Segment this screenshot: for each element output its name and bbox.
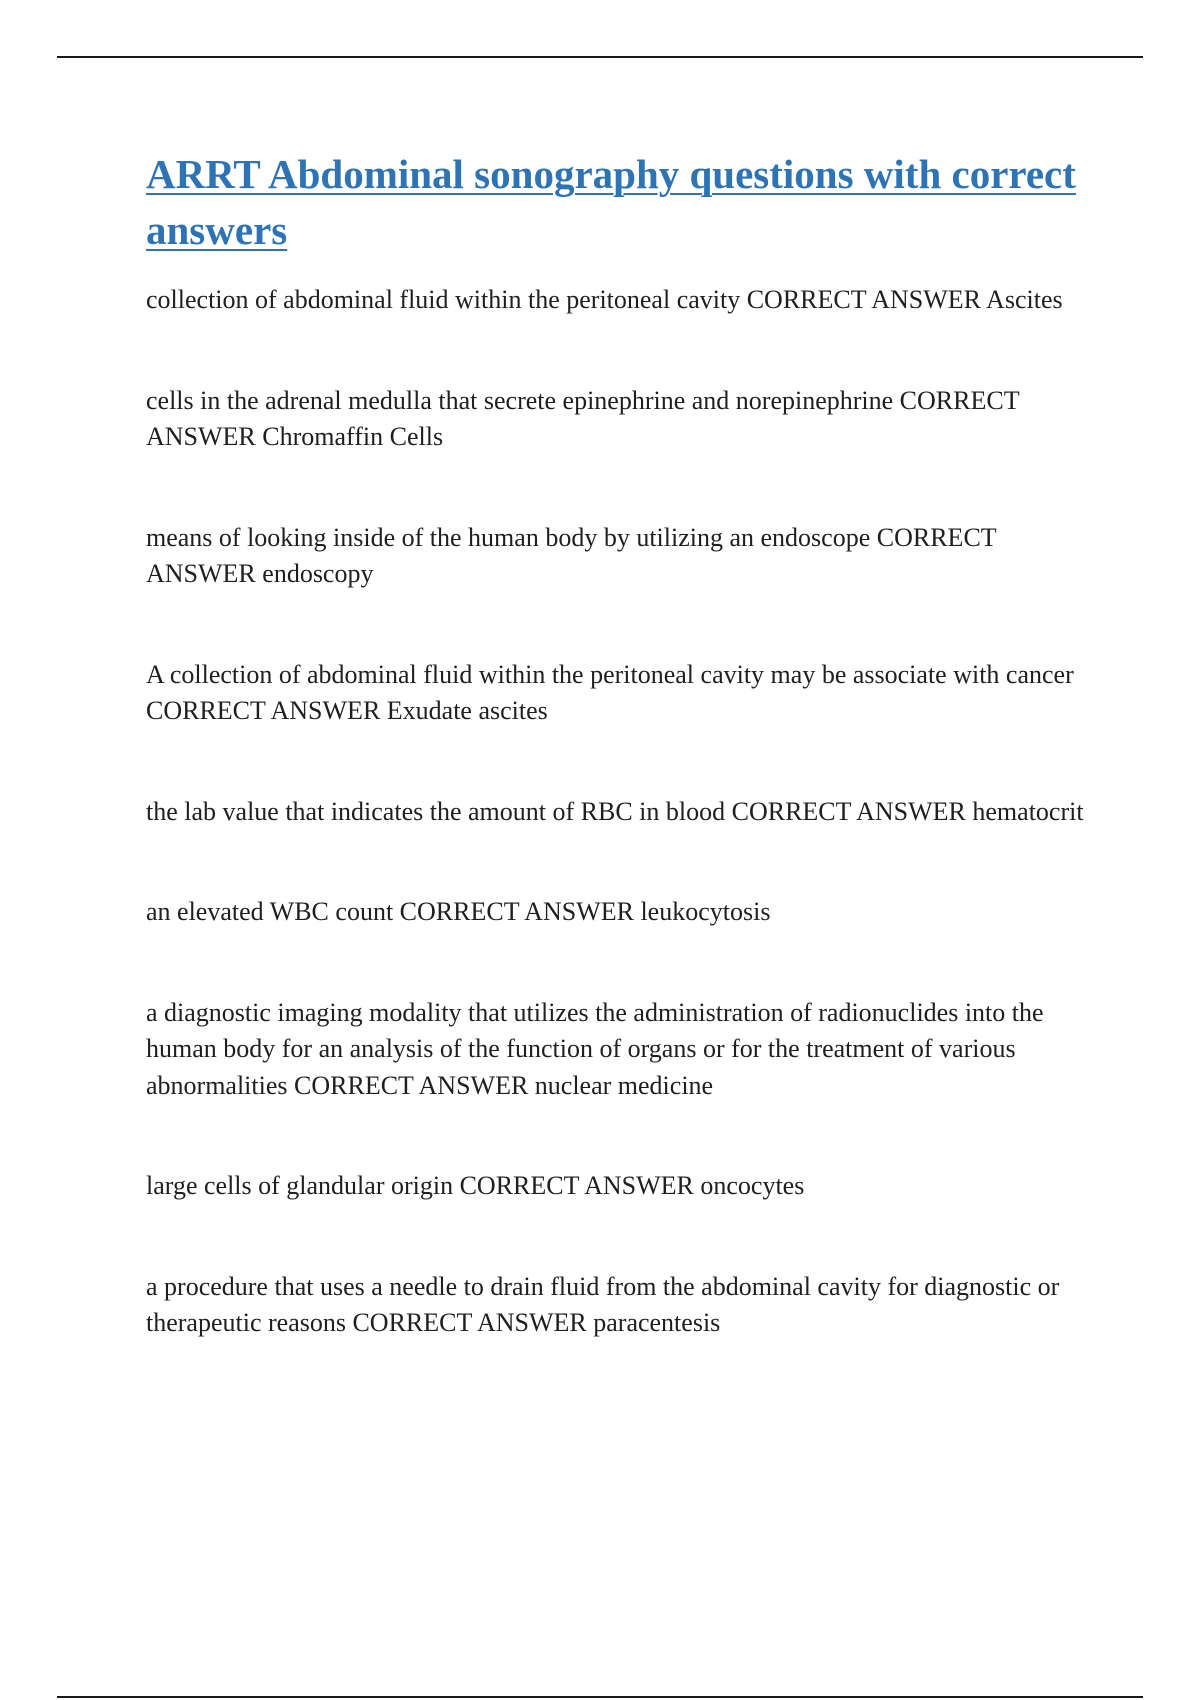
qa-list (146, 282, 1091, 1342)
qa-item: a procedure that uses a needle to drain fluid from the abdominal cavity for diagnostic or therapeutic reasons CORRECT ANSWER paracentesis (146, 1271, 1060, 1337)
qa-item: a diagnostic imaging modality that utilizes the administration of radionuclides into the human body for an analysis of the function of organs or for the treatment of various abnormalities CORRECT ANSWER nuclear medicine (146, 997, 1044, 1100)
document-body (146, 146, 1091, 1406)
qa-item: collection of abdominal fluid within the peritoneal cavity CORRECT ANSWER Ascites (146, 285, 1063, 314)
bottom-rule (57, 1696, 1143, 1698)
qa-item: an elevated WBC count CORRECT ANSWER leukocytosis (146, 897, 771, 926)
qa-item: A collection of abdominal fluid within the peritoneal cavity may be associate with cancer CORRECT ANSWER Exudate ascites (146, 659, 1074, 725)
qa-item: cells in the adrenal medulla that secrete epinephrine and norepinephrine CORRECT ANSWER Chromaffin Cells (146, 385, 1020, 451)
qa-item: the lab value that indicates the amount of RBC in blood CORRECT ANSWER hematocrit (146, 796, 1084, 826)
qa-item: large cells of glandular origin CORRECT ANSWER oncocytes (146, 1171, 805, 1200)
qa-item: means of looking inside of the human body by utilizing an endoscope CORRECT ANSWER endoscopy (146, 522, 997, 588)
document-title[interactable]: ARRT Abdominal sonography questions with correct answers (146, 151, 1076, 253)
top-rule (57, 56, 1143, 58)
